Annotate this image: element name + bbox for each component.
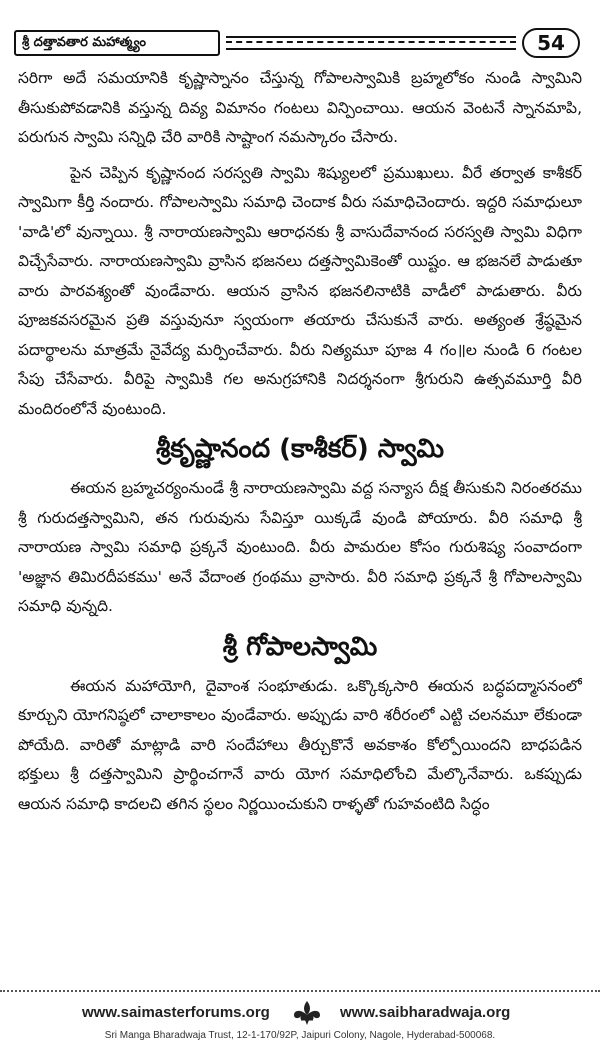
paragraph-krishnananda <box>18 474 582 622</box>
paragraph-gopalaswamy <box>18 672 582 820</box>
section-heading-krishnananda: శ్రీకృష్ణానంద (కాశీకర్) స్వామి <box>156 434 444 464</box>
paragraph-1-text: సరిగా అదే సమయానికి కృష్ణాస్నానం చేస్తున్న గోపాలస్వామికి బ్రహ్మలోకం నుండి స్వామిని తీసుకుపోవడానికి వస్తున్న దివ్య విమానం గంటలు విన్పించాయి. ఆయన వెంటనే స్నానమాపి, పరుగున స్వామి సన్నిధి చేరి వారికి సాష్టాంగ నమస్కారం చేసారు. <box>18 69 582 146</box>
fleur-de-lis-icon <box>290 1000 324 1026</box>
paragraph-2 <box>18 159 582 425</box>
footer-link-saibharadwaja[interactable]: www.saibharadwaja.org <box>340 1004 511 1021</box>
footer-divider <box>0 990 600 992</box>
section-heading-gopalaswamy: శ్రీ గోపాలస్వామి <box>222 631 378 662</box>
footer-link-saimasterforums[interactable]: www.saimasterforums.org <box>82 1004 270 1021</box>
page-number: 54 <box>522 28 580 58</box>
page-footer <box>0 998 600 1054</box>
paragraph-2-text: పైన చెప్పిన కృష్ణానంద సరస్వతి స్వామి శిష్యులలో ప్రముఖులు. వీరే తర్వాత కాశీకర్ స్వామిగా కీర్తి నందారు. గోపాలస్వామి సమాధి చెందాక వీరు సమాధిచెందారు. ఇద్దరి సమాధులూ 'వాడి'లో వున్నాయి. శ్రీ నారాయణస్వామి ఆరాధనకు శ్రీ వాసుదేవానంద సరస్వతి స్వామి విధిగా విచ్చేసేవారు. నారాయణస్వామి వ్రాసిన భజనలు దత్తస్వామికెంతో యిష్టం. ఆ భజనలే పాడుతూ వారు పారవశ్యంతో వుండేవారు. ఆయన వ్రాసిన భజనలినాటికి వాడీలో పాడుతారు. వీరు పూజకవసరమైన ప్రతి వస్తువునూ స్వయంగా తయారు చేసుకునే వారు. అత్యంత శ్రేష్ఠమైన పదార్థాలను మాత్రమే నైవేద్య మర్పించేవారు. వీరు నిత్యమూ పూజ 4 గం॥ల నుండి 6 గంటల సేపు చేసేవారు. వీరిపై స్వామికి గల అనుగ్రహానికి నిదర్శనంగా శ్రీగురుని ఉత్సవమూర్తి వీరి మందిరంలోనే వుంటుంది. <box>18 163 582 418</box>
paragraph-1 <box>18 64 582 153</box>
page-body <box>18 64 582 984</box>
page-header <box>14 28 580 58</box>
paragraph-gopalaswamy-text: ఈయన మహాయోగి, దైవాంశ సంభూతుడు. ఒక్కొక్కసారి ఈయన బద్ధపద్మాసనంలో కూర్చుని యోగనిష్ఠలో చాలాకాలం వుండేవారు. అప్పుడు వారి శరీరంలో ఎట్టి చలనమూ లేకుండా పోయేది. వారితో మాట్లాడి వారి సందేహాలు తీర్చుకొనే అవకాశం కోల్పోయిందని బాధపడిన భక్తులు శ్రీ దత్తస్వామిని ప్రార్థించగానే వారు యోగ సమాధిలోంచి మేల్కొనేవారు. ఒకప్పుడు ఆయన సమాధి కాదలచి తగిన స్థలం నిర్ణయించుకుని రాళ్ళతో గుహవంటిది సిద్ధం <box>18 676 582 813</box>
book-title: శ్రీ దత్తావతార మహాత్మ్యం <box>14 30 220 56</box>
trust-address: Sri Manga Bharadwaja Trust, 12-1-170/92P, Jaipuri Colony, Nagole, Hyderabad-500068. <box>104 1030 496 1041</box>
header-decorative-rule <box>226 36 516 50</box>
paragraph-krishnananda-text: ఈయన బ్రహ్మచర్యంనుండే శ్రీ నారాయణస్వామి వద్ద సన్యాస దీక్ష తీసుకుని నిరంతరము శ్రీ గురుదత్తస్వామిని, తన గురువును సేవిస్తూ యిక్కడే వుండి పోయారు. వీరి సమాధి శ్రీ నారాయణ స్వామి సమాధి ప్రక్కనే వుంటుంది. వీరు పామరుల కోసం గురుశిష్య సంవాదంగా 'అజ్ఞాన తిమిరదీపకము' అనే వేదాంత గ్రంథము వ్రాసారు. వీరి సమాధి ప్రక్కనే శ్రీ గోపాలస్వామి సమాధి వున్నది. <box>18 479 582 615</box>
